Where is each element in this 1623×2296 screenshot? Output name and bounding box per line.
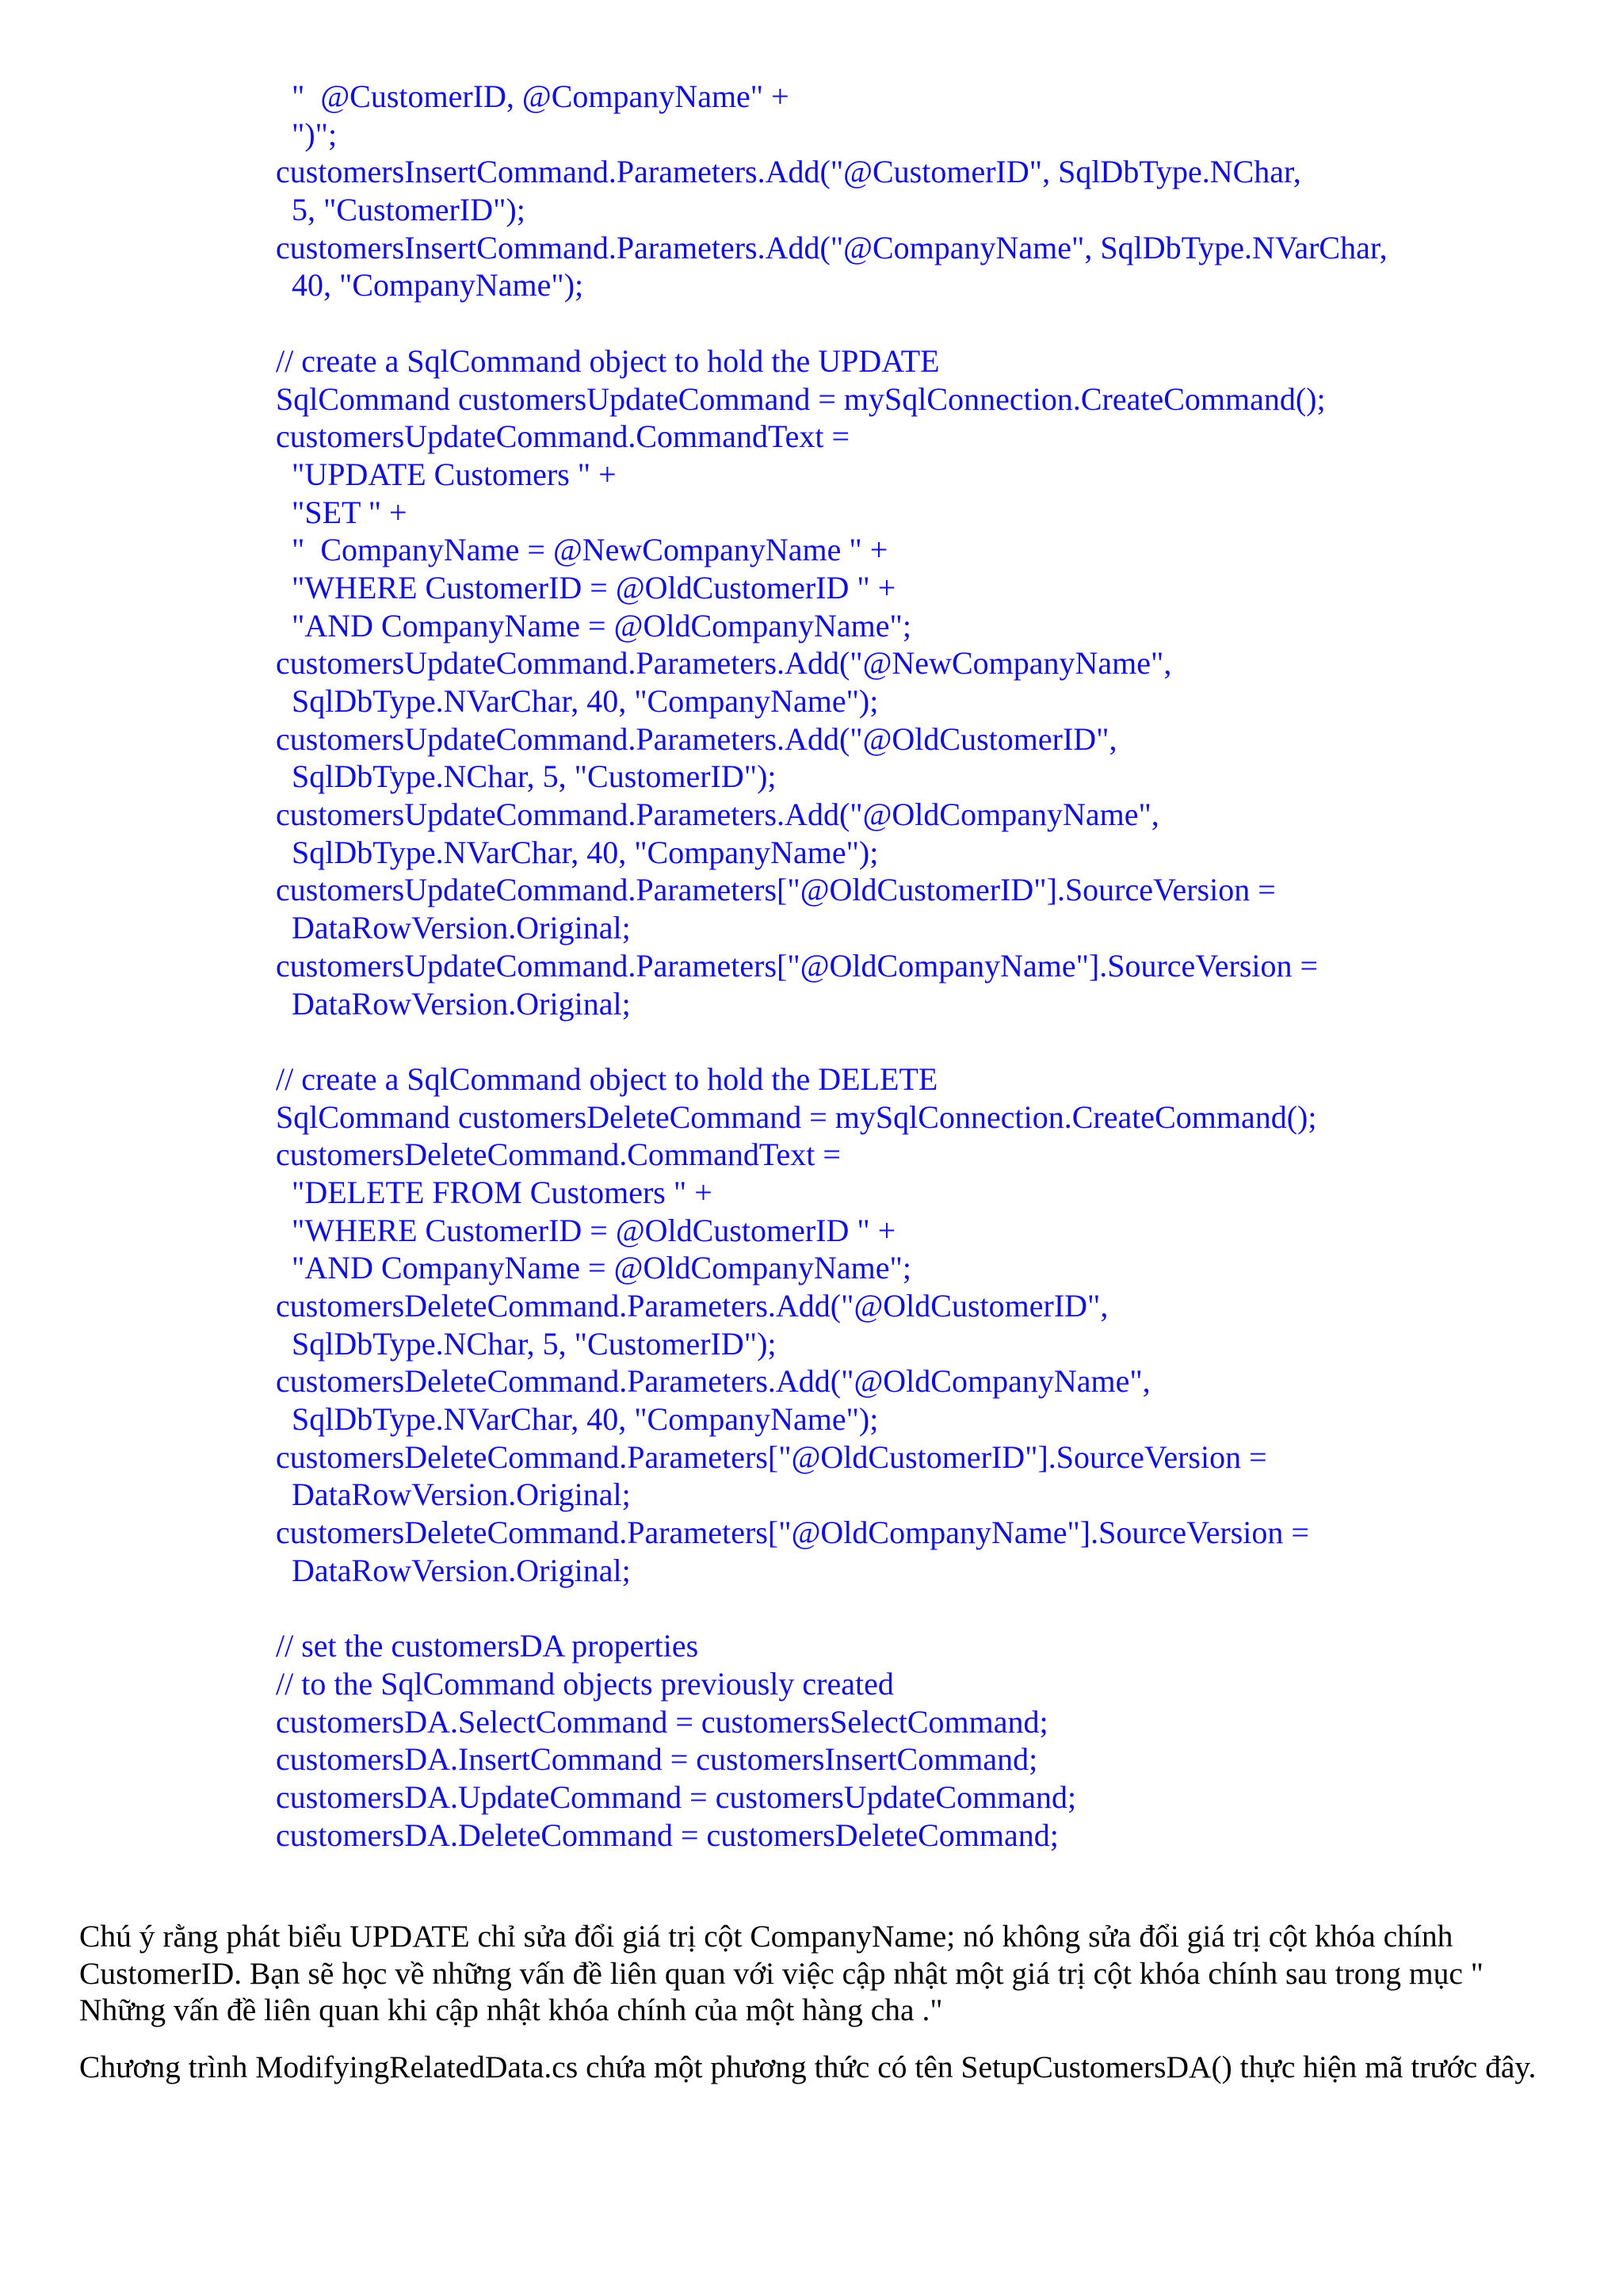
code-line: customersUpdateCommand.Parameters.Add("@OldCompanyName", (276, 797, 1159, 833)
code-line: SqlDbType.NVarChar, 40, "CompanyName"); (276, 1401, 879, 1438)
code-line: " CompanyName = @NewCompanyName " + (276, 532, 888, 568)
code-line: "AND CompanyName = @OldCompanyName"; (276, 1250, 911, 1286)
code-line: "DELETE FROM Customers " + (276, 1174, 712, 1210)
code-line: SqlDbType.NVarChar, 40, "CompanyName"); (276, 683, 879, 719)
code-line: customersDeleteCommand.Parameters["@OldCustomerID"].SourceVersion = (276, 1438, 1267, 1475)
code-line: customersDeleteCommand.CommandText = (276, 1137, 841, 1173)
code-line: customersInsertCommand.Parameters.Add("@CompanyName", SqlDbType.NVarChar, (276, 229, 1388, 266)
code-line: customersUpdateCommand.Parameters.Add("@NewCompanyName", (276, 645, 1172, 682)
code-line: SqlDbType.NVarChar, 40, "CompanyName"); (276, 834, 879, 870)
code-line: DataRowVersion.Original; (276, 1477, 631, 1513)
code-line: SqlCommand customersUpdateCommand = mySqlConnection.CreateCommand(); (276, 380, 1326, 417)
body-paragraph-update-note: Chú ý rằng phát biểu UPDATE chỉ sửa đổi giá trị cột CompanyName; nó không sửa đổi giá trị cột khóa chính CustomerID. Bạn sẽ học về những vấn đề liên quan với việc cập nhật một giá trị cột khóa chính sau trong mục " Những vấn đề liên quan khi cập nhật khóa chính của một hàng cha ." (79, 1919, 1484, 2027)
code-line: SqlDbType.NChar, 5, "CustomerID"); (276, 758, 777, 795)
code-line: // to the SqlCommand objects previously created (276, 1665, 894, 1702)
code-line: // create a SqlCommand object to hold the UPDATE (276, 342, 940, 379)
code-line: 5, "CustomerID"); (276, 192, 525, 228)
code-line: DataRowVersion.Original; (276, 985, 631, 1022)
code-line: SqlDbType.NChar, 5, "CustomerID"); (276, 1325, 777, 1362)
code-line: customersDeleteCommand.Parameters["@OldCompanyName"].SourceVersion = (276, 1515, 1309, 1551)
code-line: customersUpdateCommand.Parameters.Add("@OldCustomerID", (276, 720, 1117, 757)
code-line: customersUpdateCommand.CommandText = (276, 418, 850, 455)
body-paragraph-program-note: Chương trình ModifyingRelatedData.cs chứa một phương thức có tên SetupCustomersDA() thực hiện mã trước đây. (79, 2050, 1537, 2084)
code-line: DataRowVersion.Original; (276, 910, 631, 946)
code-line: customersDA.UpdateCommand = customersUpdateCommand; (276, 1778, 1077, 1815)
code-line: customersDeleteCommand.Parameters.Add("@OldCompanyName", (276, 1363, 1151, 1400)
code-line: customersInsertCommand.Parameters.Add("@CustomerID", SqlDbType.NChar, (276, 154, 1301, 190)
code-line: " @CustomerID, @CompanyName" + (276, 78, 789, 114)
code-line (276, 1022, 1607, 1060)
code-line: customersDeleteCommand.Parameters.Add("@OldCustomerID", (276, 1288, 1109, 1324)
code-line: "WHERE CustomerID = @OldCustomerID " + (276, 1212, 896, 1248)
code-line: "WHERE CustomerID = @OldCustomerID " + (276, 569, 896, 606)
code-line: "SET " + (276, 494, 407, 530)
code-line: 40, "CompanyName"); (276, 267, 584, 304)
code-line (276, 304, 1607, 342)
code-line: customersUpdateCommand.Parameters["@OldCompanyName"].SourceVersion = (276, 947, 1319, 984)
code-line: // create a SqlCommand object to hold the DELETE (276, 1060, 938, 1097)
code-line: customersDA.InsertCommand = customersInsertCommand; (276, 1741, 1038, 1778)
code-line: customersDA.DeleteCommand = customersDeleteCommand; (276, 1817, 1059, 1853)
code-line: "UPDATE Customers " + (276, 456, 617, 492)
code-line: // set the customersDA properties (276, 1628, 699, 1664)
code-listing (276, 78, 1607, 1854)
code-line (276, 1590, 1607, 1628)
code-line: SqlCommand customersDeleteCommand = mySqlConnection.CreateCommand(); (276, 1098, 1317, 1135)
code-line: customersUpdateCommand.Parameters["@OldCustomerID"].SourceVersion = (276, 872, 1276, 908)
code-line: ")"; (276, 116, 338, 152)
code-line: customersDA.SelectCommand = customersSelectCommand; (276, 1703, 1048, 1740)
code-line: "AND CompanyName = @OldCompanyName"; (276, 607, 911, 644)
code-line: DataRowVersion.Original; (276, 1552, 631, 1588)
